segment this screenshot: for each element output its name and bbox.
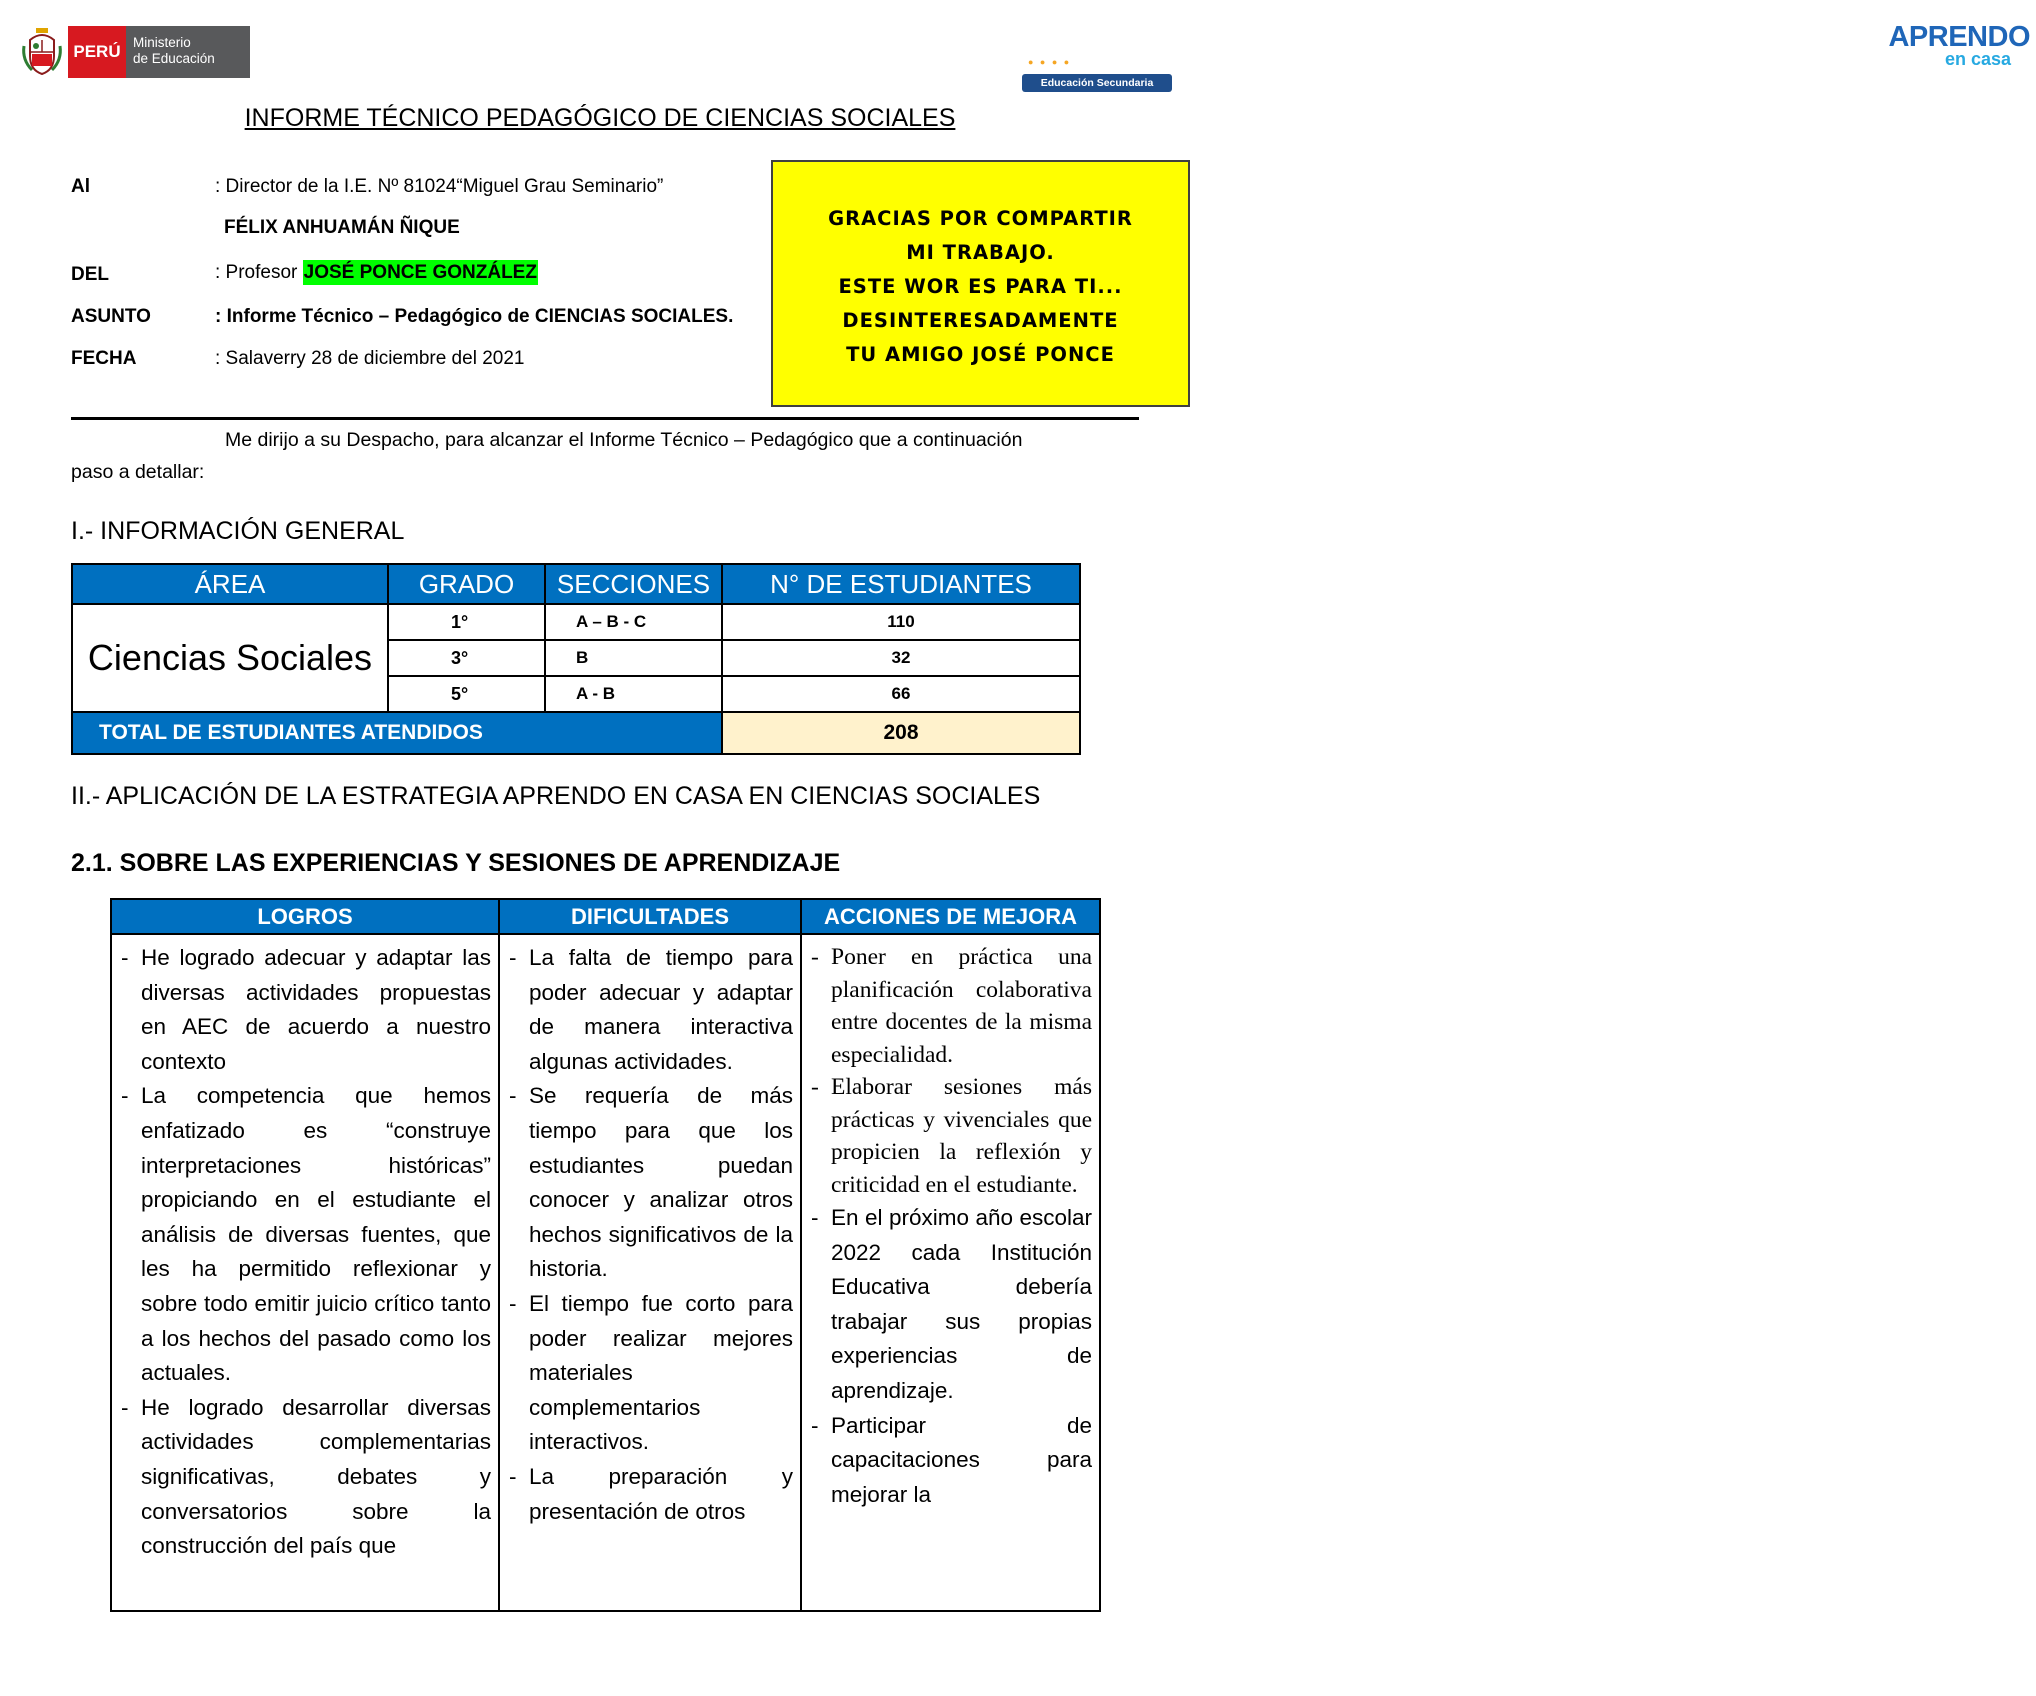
logros-cell xyxy=(111,934,499,1611)
fecha-label: FECHA xyxy=(71,348,137,369)
list-item: - La preparación y presentación de otros xyxy=(507,1460,793,1529)
fecha-value: : Salaverry 28 de diciembre del 2021 xyxy=(215,348,525,369)
asunto-value: : Informe Técnico – Pedagógico de CIENCIAS SOCIALES. xyxy=(215,306,734,327)
table-header-row xyxy=(72,564,1080,604)
list-item: - La competencia que hemos enfatizado es “construye interpretaciones históricas” propiciando en el estudiante el análisis de diversas fuentes, que les ha permitido reflexionar y sobre todo emitir juicio crítico tanto a los hechos del pasado como los actuales. xyxy=(119,1079,491,1390)
ministry-line1: Ministerio xyxy=(133,35,191,50)
col-grado: GRADO xyxy=(388,564,545,604)
peru-coat-of-arms-icon xyxy=(22,26,62,76)
note-line3: ESTE WOR ES PARA TI... xyxy=(838,275,1123,298)
section-1-heading: I.- INFORMACIÓN GENERAL xyxy=(71,517,405,545)
grado-cell: 3° xyxy=(388,640,545,676)
secciones-cell: A - B xyxy=(545,676,722,712)
col-logros: LOGROS xyxy=(111,899,499,934)
divider xyxy=(71,417,1139,420)
dificultades-cell xyxy=(499,934,801,1611)
estudiantes-cell: 32 xyxy=(722,640,1080,676)
report-title: INFORME TÉCNICO PEDAGÓGICO DE CIENCIAS SOCIALES xyxy=(244,104,956,132)
total-value: 208 xyxy=(722,712,1080,754)
area-cell: Ciencias Sociales xyxy=(72,604,388,712)
del-value: : Profesor JOSÉ PONCE GONZÁLEZ xyxy=(215,262,537,283)
secciones-cell: B xyxy=(545,640,722,676)
table-row xyxy=(72,604,1080,640)
al-label: Al xyxy=(71,176,90,197)
experiences-table xyxy=(110,898,1101,1612)
list-item: - Se requería de más tiempo para que los estudiantes puedan conocer y analizar otros hechos significativos de la historia. xyxy=(507,1079,793,1287)
note-line2: MI TRABAJO. xyxy=(906,241,1055,264)
total-label: TOTAL DE ESTUDIANTES ATENDIDOS xyxy=(72,712,722,754)
estudiantes-cell: 110 xyxy=(722,604,1080,640)
total-row xyxy=(72,712,1080,754)
dots-icon: ● ● ● ● xyxy=(1028,57,1072,67)
table-header-row xyxy=(111,899,1100,934)
note-line4: DESINTERESADAMENTE xyxy=(842,309,1119,332)
list-item: - El tiempo fue corto para poder realizar mejores materiales complementarios interactivos. xyxy=(507,1287,793,1460)
list-item: - La falta de tiempo para poder adecuar y adaptar de manera interactiva algunas actividades. xyxy=(507,941,793,1079)
acciones-cell xyxy=(801,934,1100,1611)
list-item: - He logrado desarrollar diversas actividades complementarias significativas, debates y conversatorios sobre la construcción del país que xyxy=(119,1391,491,1564)
aprendo-level: Educación Secundaria xyxy=(1022,74,1172,92)
list-item: - Poner en práctica una planificación colaborativa entre docentes de la misma especialidad. xyxy=(809,941,1092,1071)
grado-cell: 1° xyxy=(388,604,545,640)
al-name: FÉLIX ANHUAMÁN ÑIQUE xyxy=(224,217,460,238)
peru-label: PERÚ xyxy=(68,26,126,78)
aprendo-en-casa-logo xyxy=(1022,21,2030,102)
teacher-name: JOSÉ PONCE GONZÁLEZ xyxy=(303,262,537,283)
secciones-cell: A – B - C xyxy=(545,604,722,640)
note-line1: GRACIAS POR COMPARTIR xyxy=(828,207,1133,230)
section-2-heading: II.- APLICACIÓN DE LA ESTRATEGIA APRENDO EN CASA EN CIENCIAS SOCIALES xyxy=(71,782,1041,810)
col-acciones: ACCIONES DE MEJORA xyxy=(801,899,1100,934)
col-estudiantes: N° DE ESTUDIANTES xyxy=(722,564,1080,604)
general-info-table xyxy=(71,563,1081,755)
list-item: - He logrado adecuar y adaptar las diversas actividades propuestas en AEC de acuerdo a nuestro contexto xyxy=(119,941,491,1079)
al-value: : Director de la I.E. Nº 81024“Miguel Grau Seminario” xyxy=(215,176,664,197)
list-item: - En el próximo año escolar 2022 cada Institución Educativa debería trabajar sus propias experiencias de aprendizaje. xyxy=(809,1201,1092,1409)
asunto-label: ASUNTO xyxy=(71,306,151,327)
grado-cell: 5° xyxy=(388,676,545,712)
table-row xyxy=(111,934,1100,1611)
thanks-note-box xyxy=(771,160,1190,407)
col-secciones: SECCIONES xyxy=(545,564,722,604)
intro-paragraph: Me dirijo a su Despacho, para alcanzar el Informe Técnico – Pedagógico que a continuación paso a detallar: xyxy=(71,429,1023,483)
section-2-1-heading: 2.1. SOBRE LAS EXPERIENCIAS Y SESIONES DE APRENDIZAJE xyxy=(71,849,841,877)
list-item: - Elaborar sesiones más prácticas y vivenciales que propicien la reflexión y criticidad en el estudiante. xyxy=(809,1071,1092,1201)
estudiantes-cell: 66 xyxy=(722,676,1080,712)
ministry-logo xyxy=(68,26,250,78)
del-label: DEL xyxy=(71,264,109,285)
aprendo-subtitle: en casa xyxy=(1944,49,2011,69)
col-area: ÁREA xyxy=(72,564,388,604)
note-line5: TU AMIGO JOSÉ PONCE xyxy=(846,343,1115,366)
list-item: - Participar de capacitaciones para mejorar la xyxy=(809,1409,1092,1513)
aprendo-title: APRENDO xyxy=(1888,21,2030,53)
ministry-line2: de Educación xyxy=(133,51,215,66)
col-dificultades: DIFICULTADES xyxy=(499,899,801,934)
